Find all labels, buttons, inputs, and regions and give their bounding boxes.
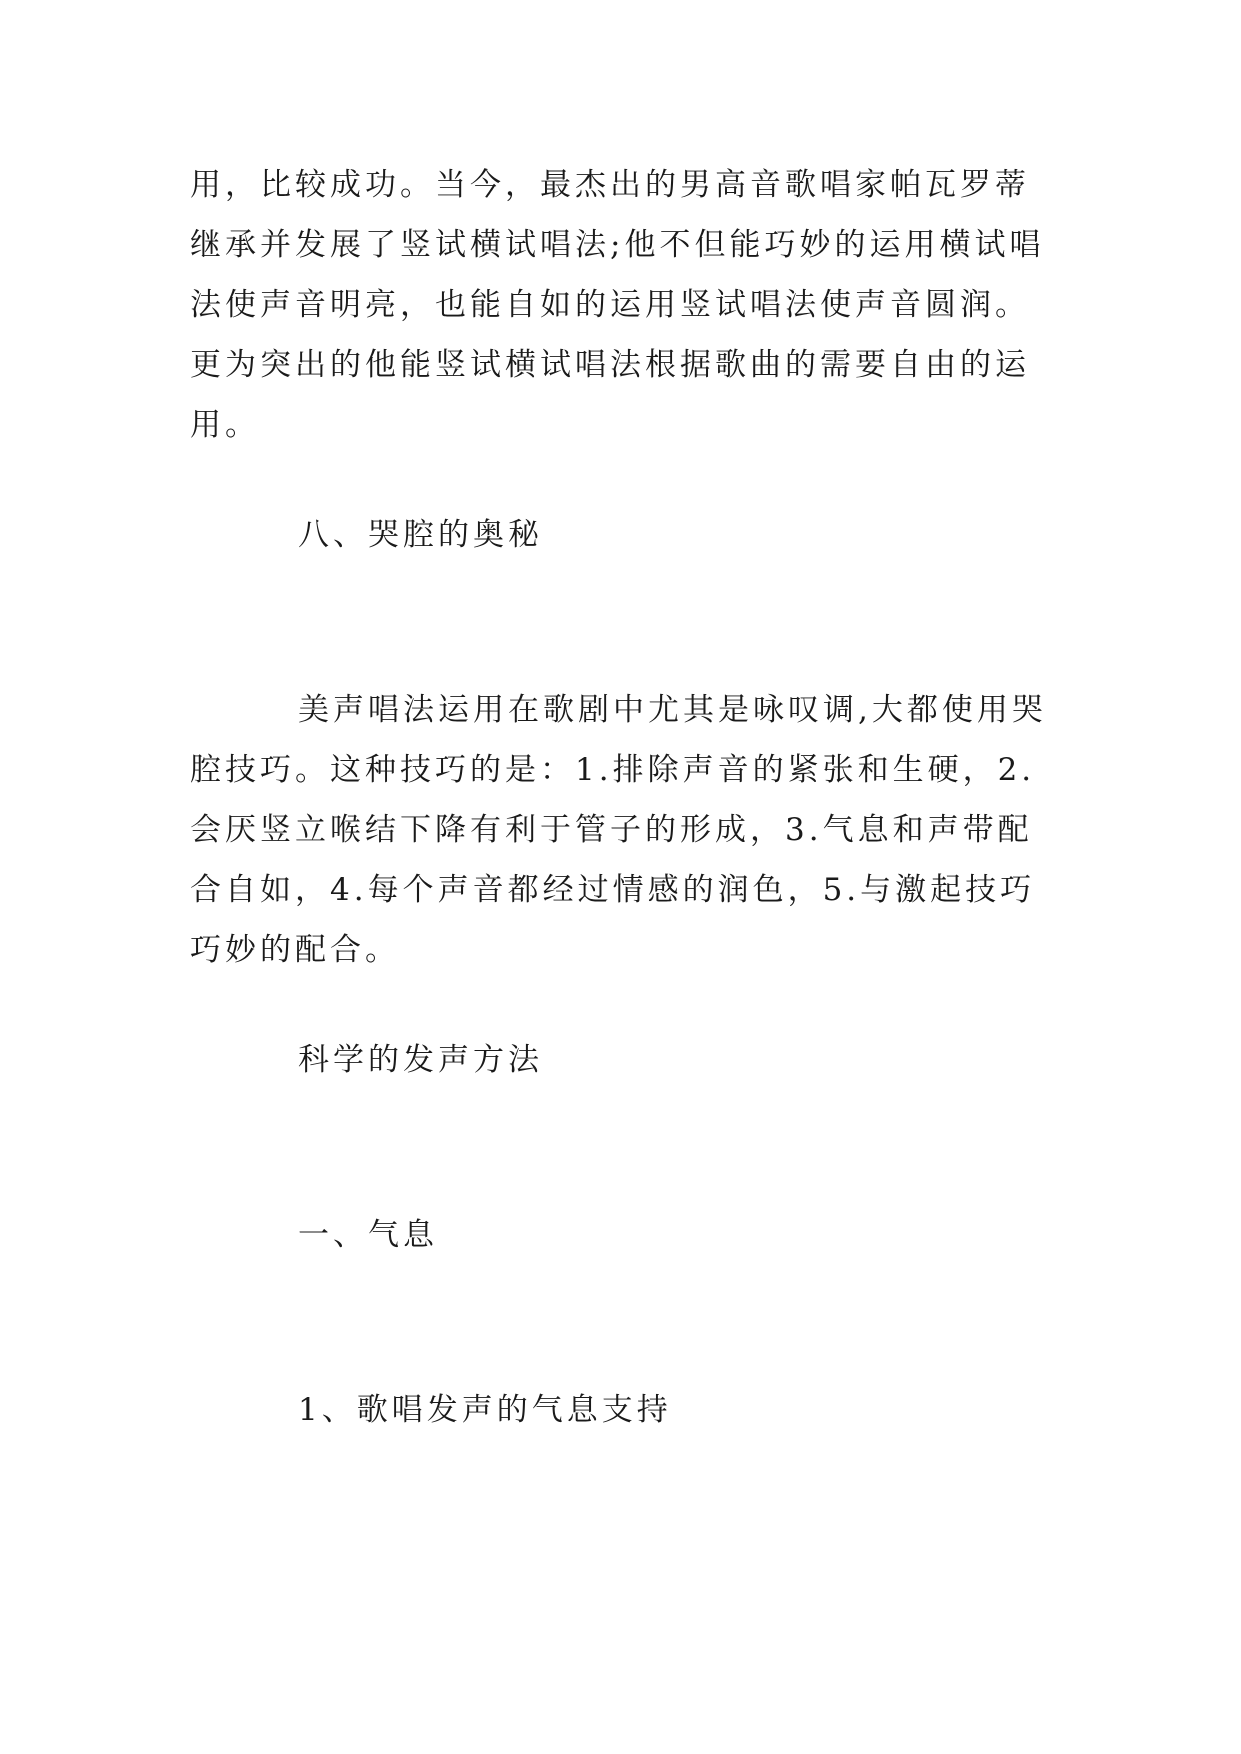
heading-breath: 一、气息 xyxy=(298,1217,438,1253)
paragraph-continued: 用，比较成功。当今，最杰出的男高音歌唱家帕瓦罗蒂继承并发展了竖试横试唱法;他不但能巧妙的运用横试唱法使声音明亮，也能自如的运用竖试唱法使声音圆润。更为突出的他能竖试横试唱法根据歌曲的需要自由的运用。 xyxy=(190,167,1045,443)
heading-scientific-vocal-method: 科学的发声方法 xyxy=(298,1042,543,1078)
paragraph-crying-tone: 美声唱法运用在歌剧中尤其是咏叹调,大都使用哭腔技巧。这种技巧的是：1.排除声音的紧张和生硬，2.会厌竖立喉结下降有利于管子的形成，3.气息和声带配合自如，4.每个声音都经过情感的润色，5.与激起技巧巧妙的配合。 xyxy=(190,692,1047,968)
heading-breath-support: 1、歌唱发声的气息支持 xyxy=(298,1392,672,1428)
section-heading-crying-tone: 八、哭腔的奥秘 xyxy=(298,517,543,553)
